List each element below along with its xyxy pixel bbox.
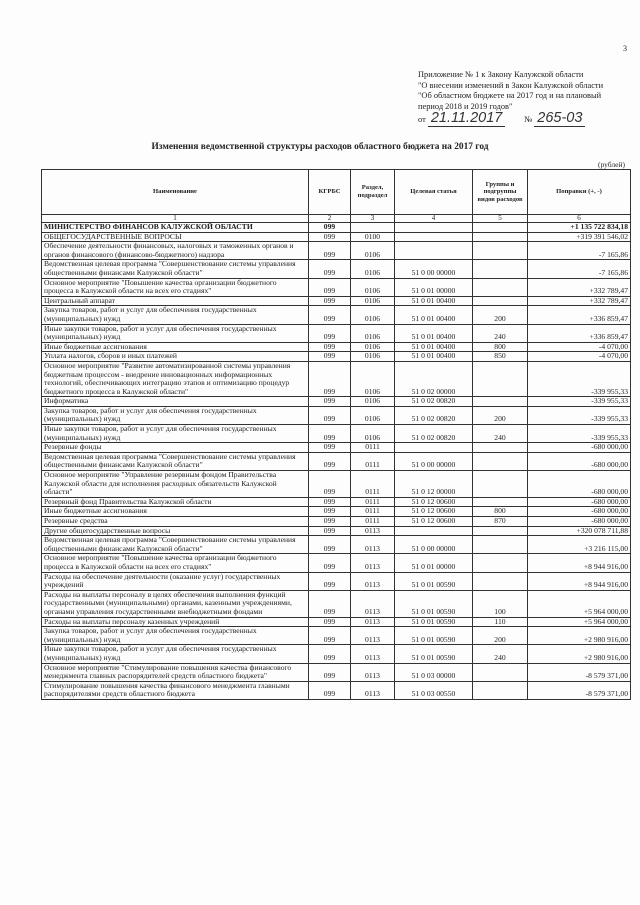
cell-name: Другие общегосударственные вопросы <box>42 526 309 536</box>
cell-expense-group <box>473 223 528 233</box>
document-title: Изменения ведомственной структуры расходов областного бюджета на 2017 год <box>151 142 489 152</box>
cell-target-article: 51 0 00 00000 <box>395 260 473 278</box>
cell-amendment: -4 070,00 <box>528 342 631 352</box>
column-number: 3 <box>351 215 395 223</box>
units-label: (рублей) <box>598 160 626 169</box>
cell-target-article: 51 0 00 00000 <box>395 452 473 470</box>
cell-target-article: 51 0 01 00590 <box>395 572 473 590</box>
cell-section: 0113 <box>351 526 395 536</box>
table-row <box>42 663 631 681</box>
cell-expense-group <box>473 278 528 296</box>
table-row <box>42 406 631 424</box>
law-number: 265-03 <box>534 110 585 127</box>
cell-target-article: 51 0 00 00000 <box>395 536 473 554</box>
cell-name: Ведомственная целевая программа "Совершенствование системы управления общественными финансами Калужской области" <box>42 452 309 470</box>
cell-expense-group <box>473 443 528 453</box>
appendix-line: "Об областном бюджете на 2017 год и на плановый <box>418 91 602 100</box>
table-row <box>42 443 631 453</box>
cell-target-article: 51 0 01 00000 <box>395 278 473 296</box>
cell-kgrbs: 099 <box>309 397 351 407</box>
cell-amendment: -4 070,00 <box>528 352 631 362</box>
appendix-header <box>418 70 630 126</box>
cell-name: Основное мероприятие "Стимулирование повышения качества финансового менеджмента главных распорядителей средств областного бюджета" <box>42 663 309 681</box>
cell-expense-group: 240 <box>473 645 528 663</box>
cell-section: 0106 <box>351 406 395 424</box>
table-row <box>42 536 631 554</box>
cell-name: Иные закупки товаров, работ и услуг для обеспечения государственных (муниципальных) нужд <box>42 425 309 443</box>
cell-section: 0106 <box>351 278 395 296</box>
cell-kgrbs: 099 <box>309 517 351 527</box>
cell-expense-group: 200 <box>473 306 528 324</box>
cell-section: 0113 <box>351 590 395 617</box>
cell-kgrbs: 099 <box>309 497 351 507</box>
cell-kgrbs: 099 <box>309 536 351 554</box>
cell-section: 0111 <box>351 452 395 470</box>
appendix-line: "О внесении изменений в Закон Калужской области <box>418 80 604 90</box>
cell-kgrbs: 099 <box>309 425 351 443</box>
cell-amendment: +2 980 916,00 <box>528 627 631 645</box>
table-row <box>42 278 631 296</box>
cell-amendment: +8 944 916,00 <box>528 554 631 572</box>
cell-section: 0113 <box>351 627 395 645</box>
cell-expense-group <box>473 526 528 536</box>
cell-target-article: 51 0 02 00820 <box>395 406 473 424</box>
cell-amendment: -339 955,33 <box>528 406 631 424</box>
cell-amendment: -680 000,00 <box>528 507 631 517</box>
cell-amendment: +336 859,47 <box>528 306 631 324</box>
header-kgrbs: КГРБС <box>309 170 351 215</box>
cell-name: Закупка товаров, работ и услуг для обеспечения государственных (муниципальных) нужд <box>42 406 309 424</box>
cell-target-article: 51 0 12 00600 <box>395 507 473 517</box>
cell-section: 0111 <box>351 443 395 453</box>
cell-section: 0106 <box>351 242 395 260</box>
header-amendments: Поправки (+, -) <box>528 170 631 215</box>
cell-section: 0113 <box>351 663 395 681</box>
cell-expense-group: 200 <box>473 627 528 645</box>
cell-expense-group <box>473 471 528 498</box>
cell-kgrbs: 099 <box>309 617 351 627</box>
cell-amendment: +320 078 711,88 <box>528 526 631 536</box>
cell-expense-group <box>473 572 528 590</box>
cell-target-article: 51 0 01 00590 <box>395 627 473 645</box>
cell-expense-group <box>473 361 528 396</box>
column-number: 1 <box>42 215 309 223</box>
cell-section: 0106 <box>351 296 395 306</box>
cell-amendment: -7 165,86 <box>528 242 631 260</box>
cell-name: Иные закупки товаров, работ и услуг для обеспечения государственных (муниципальных) нужд <box>42 324 309 342</box>
cell-expense-group <box>473 242 528 260</box>
cell-amendment: -8 579 371,00 <box>528 663 631 681</box>
table-row <box>42 590 631 617</box>
cell-name: Центральный аппарат <box>42 296 309 306</box>
appendix-line: Приложение № 1 к Закону Калужской области <box>418 70 584 79</box>
table-row <box>42 554 631 572</box>
cell-section: 0113 <box>351 617 395 627</box>
cell-expense-group: 800 <box>473 507 528 517</box>
cell-target-article: 51 0 01 00400 <box>395 296 473 306</box>
cell-section: 0113 <box>351 681 395 699</box>
table-row <box>42 223 631 233</box>
cell-amendment: +8 944 916,00 <box>528 572 631 590</box>
table-row <box>42 242 631 260</box>
cell-name: Ведомственная целевая программа "Совершенствование системы управления общественными финансами Калужской области" <box>42 260 309 278</box>
cell-section: 0106 <box>351 260 395 278</box>
page-number: 3 <box>623 44 627 53</box>
cell-target-article <box>395 232 473 242</box>
law-date: 21.11.2017 <box>428 110 506 127</box>
cell-section: 0106 <box>351 324 395 342</box>
table-row <box>42 627 631 645</box>
cell-kgrbs: 099 <box>309 296 351 306</box>
cell-amendment: -680 000,00 <box>528 443 631 453</box>
cell-target-article: 51 0 01 00400 <box>395 352 473 362</box>
cell-name: Обеспечение деятельности финансовых, налоговых и таможенных органов и органов финансового (финансово-бюджетного) надзора <box>42 242 309 260</box>
table-row <box>42 507 631 517</box>
table-row <box>42 397 631 407</box>
law-signature-line <box>418 110 630 126</box>
cell-expense-group <box>473 452 528 470</box>
cell-amendment: -339 955,33 <box>528 361 631 396</box>
cell-name: Иные закупки товаров, работ и услуг для обеспечения государственных (муниципальных) нужд <box>42 645 309 663</box>
cell-name: ОБЩЕГОСУДАРСТВЕННЫЕ ВОПРОСЫ <box>42 232 309 242</box>
cell-amendment: +3 216 115,00 <box>528 536 631 554</box>
cell-name: МИНИСТЕРСТВО ФИНАНСОВ КАЛУЖСКОЙ ОБЛАСТИ <box>42 223 309 233</box>
table-row <box>42 306 631 324</box>
cell-amendment: +332 789,47 <box>528 278 631 296</box>
cell-name: Основное мероприятие "Управление резервным фондом Правительства Калужской области для исполнения расходных обязательств Калужской области" <box>42 471 309 498</box>
cell-section <box>351 223 395 233</box>
cell-name: Резервные средства <box>42 517 309 527</box>
cell-target-article: 51 0 12 00600 <box>395 497 473 507</box>
cell-target-article: 51 0 01 00000 <box>395 554 473 572</box>
cell-name: Резервный фонд Правительства Калужской области <box>42 497 309 507</box>
cell-section: 0111 <box>351 497 395 507</box>
table-row <box>42 425 631 443</box>
cell-amendment: +2 980 916,00 <box>528 645 631 663</box>
table-row <box>42 471 631 498</box>
cell-kgrbs: 099 <box>309 223 351 233</box>
cell-name: Закупка товаров, работ и услуг для обеспечения государственных (муниципальных) нужд <box>42 306 309 324</box>
cell-name: Основное мероприятие "Повышение качества организации бюджетного процесса в Калужской области на всех его стадиях" <box>42 278 309 296</box>
cell-name: Иные бюджетные ассигнования <box>42 507 309 517</box>
cell-expense-group <box>473 232 528 242</box>
cell-target-article: 51 0 01 00590 <box>395 617 473 627</box>
cell-kgrbs: 099 <box>309 406 351 424</box>
cell-expense-group: 110 <box>473 617 528 627</box>
cell-amendment: -7 165,86 <box>528 260 631 278</box>
cell-expense-group: 240 <box>473 425 528 443</box>
cell-target-article: 51 0 02 00820 <box>395 425 473 443</box>
table-row <box>42 645 631 663</box>
cell-expense-group: 240 <box>473 324 528 342</box>
cell-kgrbs: 099 <box>309 507 351 517</box>
cell-section: 0113 <box>351 572 395 590</box>
cell-expense-group: 800 <box>473 342 528 352</box>
header-name: Наименование <box>42 170 309 215</box>
cell-kgrbs: 099 <box>309 590 351 617</box>
cell-expense-group <box>473 536 528 554</box>
cell-section: 0111 <box>351 517 395 527</box>
cell-expense-group <box>473 260 528 278</box>
cell-name: Расходы на выплаты персоналу в целях обеспечения выполнения функций государственными (муниципальными) органами, казенными учреждениями, органами управления государственными внебюджетными фондами <box>42 590 309 617</box>
table-row <box>42 260 631 278</box>
cell-kgrbs: 099 <box>309 324 351 342</box>
cell-amendment: -680 000,00 <box>528 497 631 507</box>
cell-target-article: 51 0 01 00590 <box>395 645 473 663</box>
header-expense-group: Группы и подгруппы видов расходов <box>473 170 528 215</box>
cell-target-article <box>395 443 473 453</box>
cell-target-article: 51 0 03 00550 <box>395 681 473 699</box>
cell-section: 0111 <box>351 507 395 517</box>
cell-name: Уплата налогов, сборов и иных платежей <box>42 352 309 362</box>
cell-target-article <box>395 223 473 233</box>
cell-target-article: 51 0 02 00000 <box>395 361 473 396</box>
cell-expense-group: 100 <box>473 590 528 617</box>
cell-amendment: +1 135 722 834,18 <box>528 223 631 233</box>
cell-target-article: 51 0 01 00400 <box>395 324 473 342</box>
header-section: Раздел, подраздел <box>351 170 395 215</box>
cell-expense-group <box>473 663 528 681</box>
cell-section: 0106 <box>351 352 395 362</box>
cell-name: Расходы на обеспечение деятельности (оказание услуг) государственных учреждений <box>42 572 309 590</box>
cell-target-article: 51 0 01 00400 <box>395 306 473 324</box>
cell-section: 0106 <box>351 397 395 407</box>
cell-target-article: 51 0 01 00590 <box>395 590 473 617</box>
cell-section: 0106 <box>351 425 395 443</box>
cell-kgrbs: 099 <box>309 452 351 470</box>
cell-target-article: 51 0 02 00820 <box>395 397 473 407</box>
table-row <box>42 681 631 699</box>
appendix-line: период 2018 и 2019 годов" <box>418 101 513 111</box>
cell-target-article <box>395 526 473 536</box>
cell-kgrbs: 099 <box>309 306 351 324</box>
cell-kgrbs: 099 <box>309 342 351 352</box>
cell-kgrbs: 099 <box>309 471 351 498</box>
cell-name: Информатика <box>42 397 309 407</box>
cell-amendment: -680 000,00 <box>528 517 631 527</box>
cell-kgrbs: 099 <box>309 443 351 453</box>
cell-section: 0113 <box>351 645 395 663</box>
column-number: 4 <box>395 215 473 223</box>
table-header-row <box>42 170 631 215</box>
cell-kgrbs: 099 <box>309 361 351 396</box>
cell-target-article: 51 0 01 00400 <box>395 342 473 352</box>
cell-amendment: +5 964 000,00 <box>528 590 631 617</box>
cell-section: 0111 <box>351 471 395 498</box>
cell-name: Расходы на выплаты персоналу казенных учреждений <box>42 617 309 627</box>
cell-name: Стимулирование повышения качества финансового менеджмента главными распорядителями средств областного бюджета <box>42 681 309 699</box>
cell-amendment: -339 955,33 <box>528 397 631 407</box>
cell-expense-group <box>473 296 528 306</box>
column-number: 6 <box>528 215 631 223</box>
cell-kgrbs: 099 <box>309 645 351 663</box>
cell-name: Основное мероприятие "Развитие автоматизированной системы управления бюджетным процессом - внедрение инновационных информационных технологий, обеспечивающих интеграцию этапов и оптимизацию процедур бюджетного процесса в Калужской области" <box>42 361 309 396</box>
cell-amendment: -680 000,00 <box>528 471 631 498</box>
cell-amendment: +319 391 546,02 <box>528 232 631 242</box>
cell-section: 0106 <box>351 306 395 324</box>
cell-kgrbs: 099 <box>309 554 351 572</box>
cell-target-article <box>395 242 473 260</box>
table-row <box>42 452 631 470</box>
cell-amendment: +332 789,47 <box>528 296 631 306</box>
cell-expense-group <box>473 397 528 407</box>
cell-name: Ведомственная целевая программа "Совершенствование системы управления общественными финансами Калужской области" <box>42 536 309 554</box>
cell-amendment: -8 579 371,00 <box>528 681 631 699</box>
cell-target-article: 51 0 03 00000 <box>395 663 473 681</box>
cell-expense-group <box>473 681 528 699</box>
cell-amendment: -680 000,00 <box>528 452 631 470</box>
cell-name: Основное мероприятие "Повышение качества организации бюджетного процесса в Калужской области на всех его стадиях" <box>42 554 309 572</box>
cell-name: Резервные фонды <box>42 443 309 453</box>
column-number: 5 <box>473 215 528 223</box>
budget-table <box>41 169 631 700</box>
header-target-article: Целевая статья <box>395 170 473 215</box>
cell-expense-group: 850 <box>473 352 528 362</box>
cell-section: 0113 <box>351 536 395 554</box>
cell-kgrbs: 099 <box>309 278 351 296</box>
cell-kgrbs: 099 <box>309 572 351 590</box>
cell-section: 0100 <box>351 232 395 242</box>
table-row <box>42 517 631 527</box>
cell-section: 0106 <box>351 342 395 352</box>
cell-amendment: -339 955,33 <box>528 425 631 443</box>
cell-kgrbs: 099 <box>309 681 351 699</box>
cell-kgrbs: 099 <box>309 663 351 681</box>
cell-amendment: +5 964 000,00 <box>528 617 631 627</box>
column-number: 2 <box>309 215 351 223</box>
table-row <box>42 361 631 396</box>
cell-expense-group: 200 <box>473 406 528 424</box>
cell-kgrbs: 099 <box>309 526 351 536</box>
cell-kgrbs: 099 <box>309 627 351 645</box>
date-prefix: от <box>418 115 426 124</box>
cell-name: Закупка товаров, работ и услуг для обеспечения государственных (муниципальных) нужд <box>42 627 309 645</box>
cell-section: 0106 <box>351 361 395 396</box>
cell-kgrbs: 099 <box>309 232 351 242</box>
cell-section: 0113 <box>351 554 395 572</box>
table-row <box>42 572 631 590</box>
cell-target-article: 51 0 12 00000 <box>395 471 473 498</box>
cell-expense-group: 870 <box>473 517 528 527</box>
number-prefix: № <box>524 115 533 124</box>
table-row <box>42 352 631 362</box>
table-row <box>42 324 631 342</box>
cell-kgrbs: 099 <box>309 242 351 260</box>
cell-target-article: 51 0 12 00600 <box>395 517 473 527</box>
cell-name: Иные бюджетные ассигнования <box>42 342 309 352</box>
cell-expense-group <box>473 554 528 572</box>
cell-amendment: +336 859,47 <box>528 324 631 342</box>
cell-kgrbs: 099 <box>309 352 351 362</box>
cell-kgrbs: 099 <box>309 260 351 278</box>
